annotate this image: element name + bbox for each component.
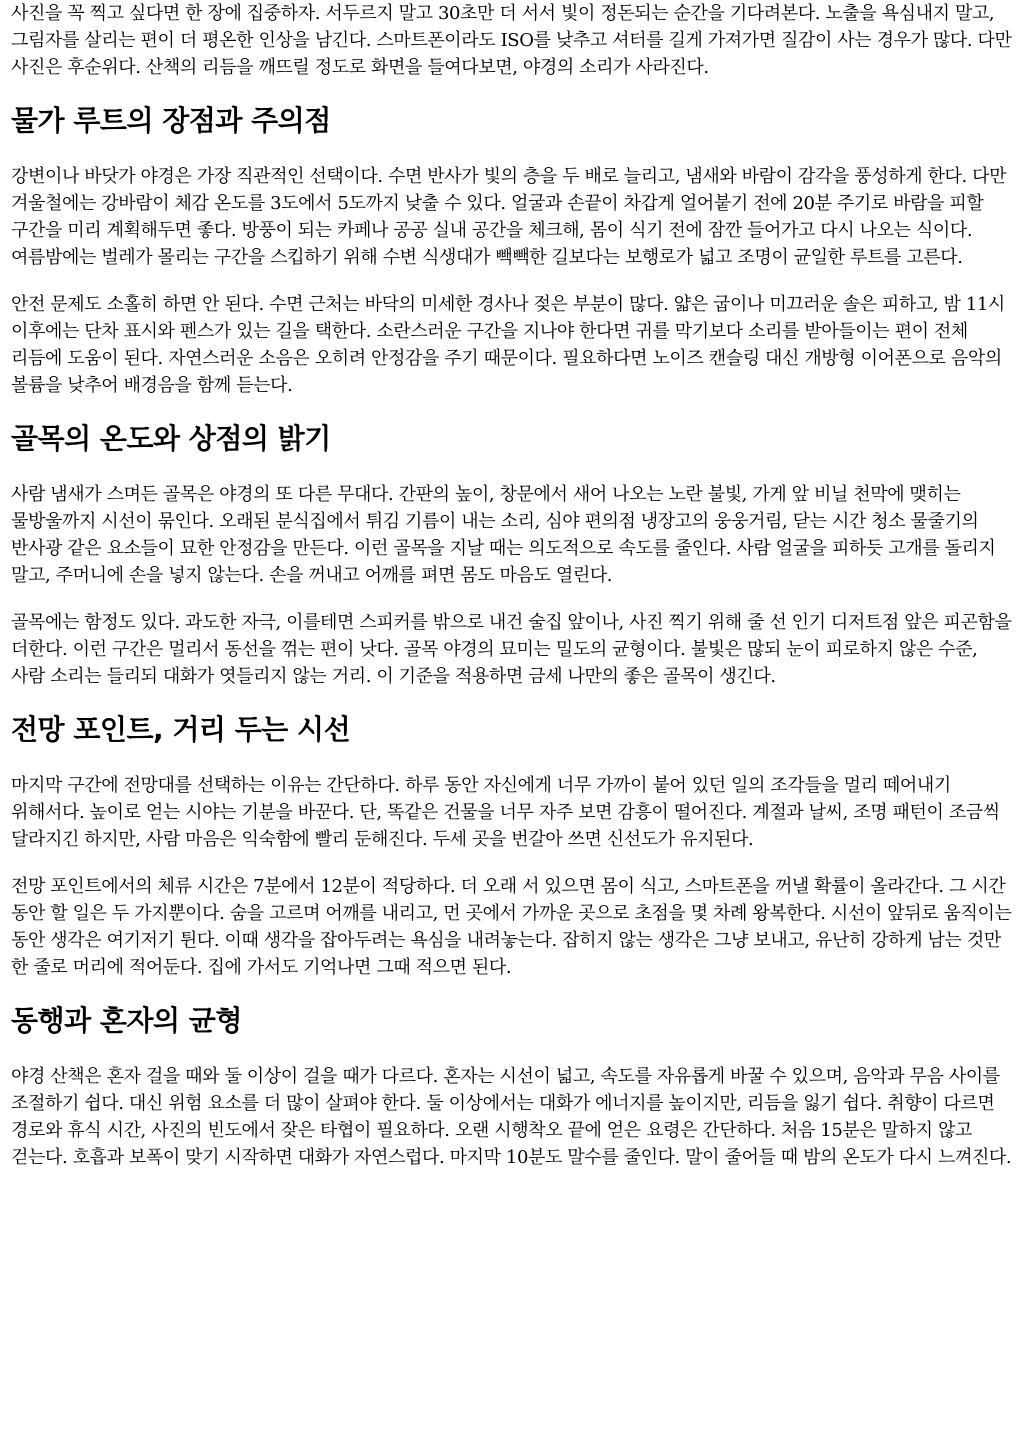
section-heading-viewpoint: 전망 포인트, 거리 두는 시선	[11, 713, 351, 746]
section-paragraph: 안전 문제도 소홀히 하면 안 된다. 수면 근처는 바닥의 미세한 경사나 젖은 부분이 많다. 얇은 굽이나 미끄러운 솔은 피하고, 밤 11시 이후에는 단차 표시와 펜스가 있는 길을 택한다. 소란스러운 구간을 지나야 한다면 귀를 막기보다 소리를 받아들이는 편이 전체 리듬에 도움이 된다. 자연스러운 소음은 오히려 안정감을 주기 때문이다. 필요하다면 노이즈 캔슬링 대신 개방형 이어폰으로 음악의 볼륨을 낮추어 배경음을 함께 듣는다.	[11, 294, 1005, 396]
section-paragraph: 사람 냄새가 스며든 골목은 야경의 또 다른 무대다. 간판의 높이, 창문에서 새어 나오는 노란 불빛, 가게 앞 비닐 천막에 맺히는 물방울까지 시선이 묶인다. 오래된 분식집에서 튀김 기름이 내는 소리, 심야 편의점 냉장고의 웅웅거림, 닫는 시간 청소 물줄기의 반사광 같은 요소들이 묘한 안정감을 만든다. 이런 골목을 지날 때는 의도적으로 속도를 줄인다. 사람 얼굴을 피하듯 고개를 돌리지 말고, 주머니에 손을 넣지 않는다. 손을 꺼내고 어깨를 펴면 몸도 마음도 열린다.	[11, 484, 996, 586]
intro-paragraph: 사진을 꼭 찍고 싶다면 한 장에 집중하자. 서두르지 말고 30초만 더 서서 빛이 정돈되는 순간을 기다려본다. 노출을 욕심내지 말고, 그림자를 살리는 편이 더 평온한 인상을 남긴다. 스마트폰이라도 ISO를 낮추고 셔터를 길게 가져가면 질감이 사는 경우가 많다. 다만 사진은 후순위다. 산책의 리듬을 깨뜨릴 정도로 화면을 들여다보면, 야경의 소리가 사라진다.	[11, 3, 1012, 78]
section-paragraph: 마지막 구간에 전망대를 선택하는 이유는 간단하다. 하루 동안 자신에게 너무 가까이 붙어 있던 일의 조각들을 멀리 떼어내기 위해서다. 높이로 얻는 시야는 기분을 바꾼다. 단, 똑같은 건물을 너무 자주 보면 감흥이 떨어진다. 계절과 날씨, 조명 패턴이 조금씩 달라지긴 하지만, 사람 마음은 익숙함에 빨리 둔해진다. 두세 곳을 번갈아 쓰면 신선도가 유지된다.	[11, 775, 1000, 850]
section-paragraph: 전망 포인트에서의 체류 시간은 7분에서 12분이 적당하다. 더 오래 서 있으면 몸이 식고, 스마트폰을 꺼낼 확률이 올라간다. 그 시간 동안 할 일은 두 가지뿐이다. 숨을 고르며 어깨를 내리고, 먼 곳에서 가까운 곳으로 초점을 몇 차례 왕복한다. 시선이 앞뒤로 움직이는 동안 생각은 여기저기 튄다. 이때 생각을 잡아두려는 욕심을 내려놓는다. 잡히지 않는 생각은 그냥 보내고, 유난히 강하게 남는 것만 한 줄로 머리에 적어둔다. 집에 가서도 기억나면 그때 적으면 된다.	[11, 876, 1012, 978]
section-paragraph: 야경 산책은 혼자 걸을 때와 둘 이상이 걸을 때가 다르다. 혼자는 시선이 넓고, 속도를 자유롭게 바꿀 수 있으며, 음악과 무음 사이를 조절하기 쉽다. 대신 위험 요소를 더 많이 살펴야 한다. 둘 이상에서는 대화가 에너지를 높이지만, 리듬을 잃기 쉽다. 취향이 다르면 경로와 휴식 시간, 사진의 빈도에서 잦은 타협이 필요하다. 오랜 시행착오 끝에 얻은 요령은 간단하다. 처음 15분은 말하지 않고 걷는다. 호흡과 보폭이 맞기 시작하면 대화가 자연스럽다. 마지막 10분도 말수를 줄인다. 말이 줄어들 때 밤의 온도가 다시 느껴진다.	[11, 1066, 1012, 1168]
section-paragraph: 골목에는 함정도 있다. 과도한 자극, 이를테면 스피커를 밖으로 내건 술집 앞이나, 사진 찍기 위해 줄 선 인기 디저트점 앞은 피곤함을 더한다. 이런 구간은 멀리서 동선을 꺾는 편이 낫다. 골목 야경의 묘미는 밀도의 균형이다. 불빛은 많되 눈이 피로하지 않은 수준, 사람 소리는 들리되 대화가 엿들리지 않는 거리. 이 기준을 적용하면 금세 나만의 좋은 골목이 생긴다.	[11, 612, 1012, 687]
section-heading-waterside: 물가 루트의 장점과 주의점	[11, 104, 331, 137]
section-heading-alley: 골목의 온도와 상점의 밝기	[11, 422, 331, 455]
section-paragraph: 강변이나 바닷가 야경은 가장 직관적인 선택이다. 수면 반사가 빛의 층을 두 배로 늘리고, 냄새와 바람이 감각을 풍성하게 한다. 다만 겨울철에는 강바람이 체감 온도를 3도에서 5도까지 낮출 수 있다. 얼굴과 손끝이 차갑게 얼어붙기 전에 20분 주기로 바람을 피할 구간을 미리 계획해두면 좋다. 방풍이 되는 카페나 공공 실내 공간을 체크해, 몸이 식기 전에 잠깐 들어가고 다시 나오는 식이다. 여름밤에는 벌레가 몰리는 구간을 스킵하기 위해 수변 식생대가 빽빽한 길보다는 보행로가 넓고 조명이 균일한 루트를 고른다.	[11, 166, 1007, 268]
section-heading-company: 동행과 혼자의 균형	[11, 1004, 242, 1037]
